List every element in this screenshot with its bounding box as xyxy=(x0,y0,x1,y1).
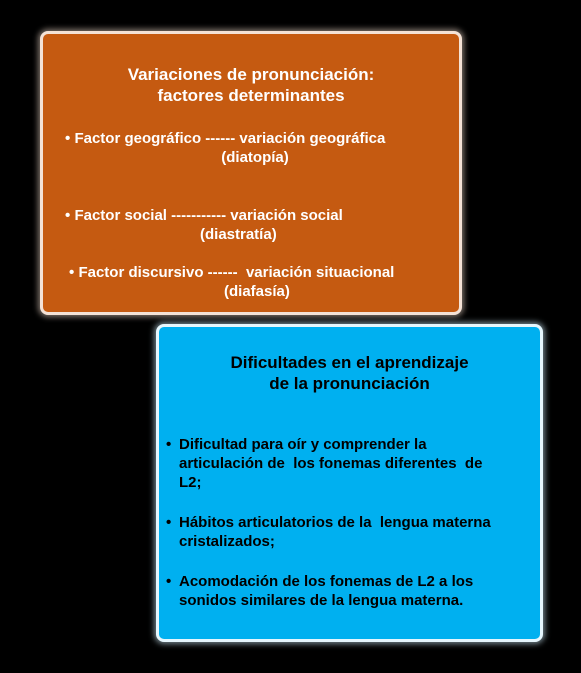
difficulty-hearing-line-1: Dificultad para oír y comprender la xyxy=(179,436,427,453)
factor-social-item xyxy=(65,206,425,244)
difficulty-habits-line-1: Hábitos articulatorios de la lengua materna xyxy=(179,514,491,531)
difficulty-hearing-line-3: L2; xyxy=(179,474,202,491)
bullet: • xyxy=(166,514,172,531)
bullet: • xyxy=(166,436,172,453)
difficulty-hearing-line-2: articulación de los fonemas diferentes de xyxy=(179,455,483,472)
difficulty-item-accommodation xyxy=(166,572,536,610)
difficulties-title-line-1: Dificultades en el aprendizaje xyxy=(230,353,469,372)
factor-geographic-term: (diatopía) xyxy=(221,149,289,166)
difficulties-title xyxy=(159,352,540,394)
difficulty-accommodation-line-1: Acomodación de los fonemas de L2 a los xyxy=(179,573,474,590)
factor-discursive-item xyxy=(69,263,449,301)
bullet: • xyxy=(69,264,75,281)
difficulty-item-hearing xyxy=(166,435,536,492)
difficulty-accommodation-line-2: sonidos similares de la lengua materna. xyxy=(179,592,464,609)
factor-social-label: Factor social ----------- variación social xyxy=(74,207,343,224)
factors-title xyxy=(43,64,459,106)
factor-geographic-item xyxy=(65,129,445,167)
bullet: • xyxy=(166,573,172,590)
difficulty-habits-line-2: cristalizados; xyxy=(179,533,275,550)
learning-difficulties-box xyxy=(156,324,543,642)
factors-title-line-2: factores determinantes xyxy=(157,86,345,105)
factor-discursive-label: Factor discursivo ------ variación situacional xyxy=(78,264,395,281)
pronunciation-factors-box xyxy=(40,31,462,315)
difficulties-title-line-2: de la pronunciación xyxy=(269,374,430,393)
factor-discursive-term: (diafasía) xyxy=(224,283,290,300)
factor-social-term: (diastratía) xyxy=(200,226,277,243)
difficulty-item-habits xyxy=(166,513,536,551)
factors-title-line-1: Variaciones de pronunciación: xyxy=(127,65,375,84)
bullet: • xyxy=(65,207,71,224)
bullet: • xyxy=(65,130,71,147)
factor-geographic-label: Factor geográfico ------ variación geográfica xyxy=(74,130,386,147)
